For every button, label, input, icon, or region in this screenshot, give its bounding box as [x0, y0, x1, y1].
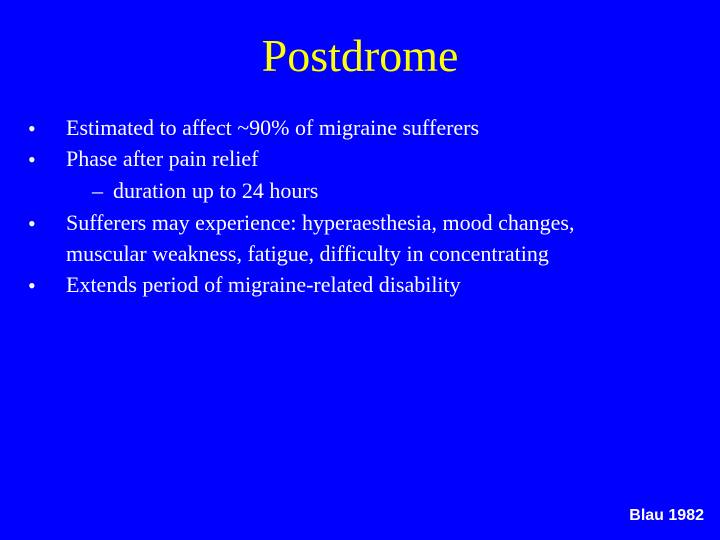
bullet-item	[0, 207, 720, 269]
slide-title: Postdrome	[261, 30, 459, 81]
sub-bullet-marker: –	[92, 178, 103, 203]
bullet-text: Estimated to affect ~90% of migraine sufferers	[66, 115, 480, 140]
sub-bullet-text: duration up to 24 hours	[113, 178, 319, 203]
bullet-text: Sufferers may experience: hyperaesthesia, mood changes,	[66, 210, 575, 235]
bullet-marker: •	[28, 116, 36, 141]
bullet-text: Extends period of migraine-related disability	[66, 272, 461, 297]
bullet-item	[0, 269, 720, 300]
sub-bullet-item	[0, 174, 720, 207]
citation: Blau 1982	[629, 507, 704, 524]
bullet-marker: •	[28, 273, 36, 298]
bullet-marker: •	[28, 147, 36, 172]
bullet-item	[0, 143, 720, 174]
bullet-item	[0, 112, 720, 143]
bullet-list	[0, 112, 720, 300]
bullet-marker: •	[28, 211, 36, 236]
bullet-text: Phase after pain relief	[66, 146, 259, 171]
bullet-text-continuation: muscular weakness, fatigue, difficulty in concentrating	[66, 241, 549, 266]
